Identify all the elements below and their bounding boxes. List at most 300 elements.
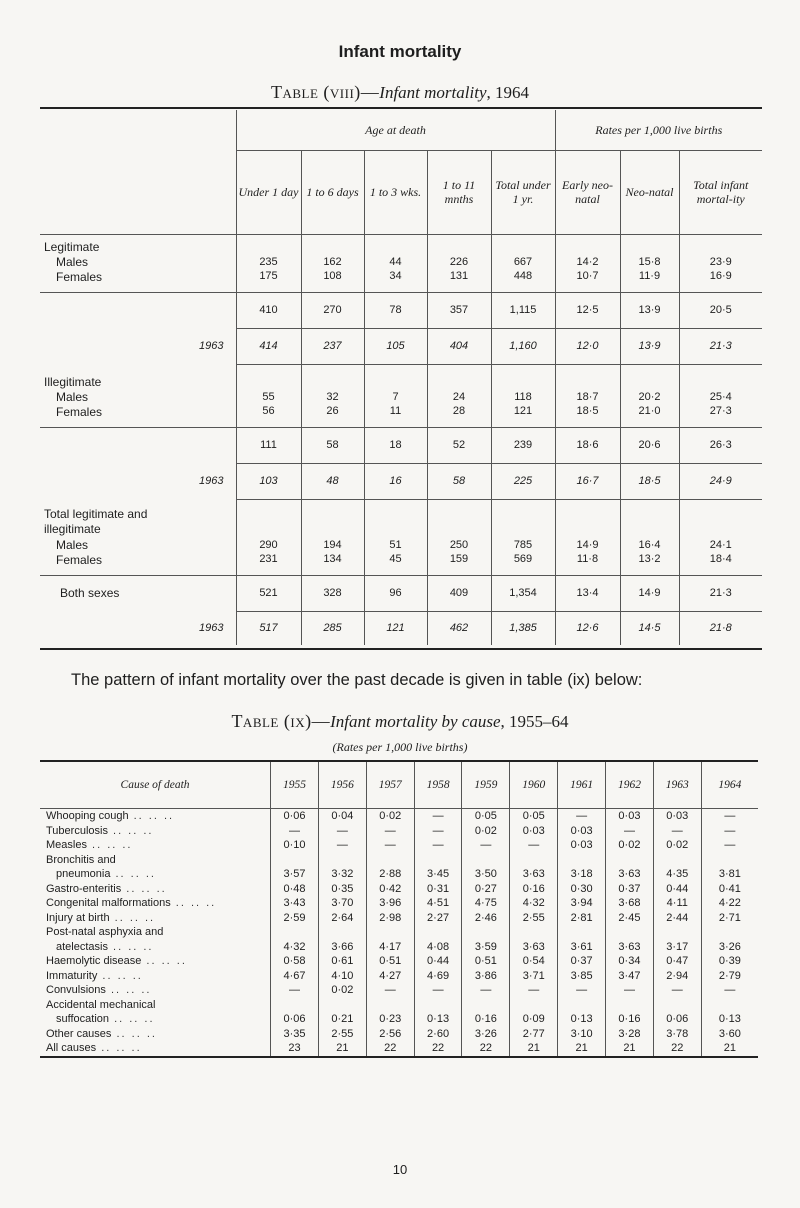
cell: 0·02	[318, 983, 366, 998]
table-row	[40, 405, 762, 427]
cell: 21	[606, 1041, 654, 1057]
cell: 0·04	[318, 809, 366, 824]
cell	[558, 925, 606, 940]
col-year: 1963	[653, 761, 701, 809]
cell: 0·42	[366, 882, 414, 897]
leader-dots: .. .. ..	[109, 911, 156, 924]
cell: 27·3	[679, 405, 762, 427]
cause-label	[40, 1012, 271, 1027]
cell: 3·68	[606, 896, 654, 911]
cell: 0·21	[318, 1012, 366, 1027]
cell: 0·54	[510, 954, 558, 969]
cell: 22	[366, 1041, 414, 1057]
table-row-total	[40, 427, 762, 463]
table-row	[40, 853, 758, 868]
cell: 23·9	[679, 254, 762, 270]
cell: 1,385	[491, 611, 555, 645]
cell: —	[414, 824, 462, 839]
leader-dots: .. .. ..	[121, 882, 167, 895]
cell	[606, 853, 654, 868]
leader-dots: .. .. ..	[107, 824, 154, 837]
cell: 2·71	[701, 911, 758, 926]
cause-label	[40, 838, 271, 853]
cell	[414, 925, 462, 940]
cell: 3·43	[271, 896, 319, 911]
table-row	[40, 983, 758, 998]
cell: 1,354	[491, 575, 555, 611]
cell	[318, 853, 366, 868]
cell	[366, 998, 414, 1013]
cell: 785	[491, 537, 555, 553]
cell: 96	[364, 575, 427, 611]
cell: 14·2	[555, 254, 620, 270]
leader-dots: .. .. ..	[111, 1027, 157, 1040]
cell: 18·7	[555, 389, 620, 405]
cell: 2·79	[701, 969, 758, 984]
table-row	[40, 1012, 758, 1027]
cell: 121	[364, 611, 427, 645]
caption-prefix: Table (viii)—	[270, 82, 380, 102]
cell: 58	[427, 463, 491, 499]
cell: —	[366, 824, 414, 839]
cell: 21·3	[679, 328, 762, 364]
cause-text: All causes	[46, 1042, 97, 1055]
cell	[414, 998, 462, 1013]
section-illegitimate: Illegitimate	[44, 375, 102, 389]
cell: 231	[236, 553, 301, 575]
cell: 48	[301, 463, 364, 499]
cell: 118	[491, 389, 555, 405]
cell: 239	[491, 427, 555, 463]
cell: 0·13	[701, 1012, 758, 1027]
col-year: 1958	[414, 761, 462, 809]
cell	[366, 925, 414, 940]
table-viii-caption	[0, 82, 800, 103]
cell: —	[653, 824, 701, 839]
cell: 175	[236, 270, 301, 292]
leader-dots: .. .. ..	[105, 984, 152, 997]
cell: 0·06	[653, 1012, 701, 1027]
col-year: 1961	[558, 761, 606, 809]
leader-dots: .. .. ..	[170, 897, 217, 910]
cell: 667	[491, 254, 555, 270]
col-1-to-3-wks: 1 to 3 wks.	[364, 150, 427, 234]
infant-mortality-table	[40, 110, 762, 645]
page-title: Infant mortality	[338, 42, 462, 61]
table-row	[40, 809, 758, 824]
caption-prefix: Table (ix)—	[231, 711, 331, 731]
col-year: 1955	[271, 761, 319, 809]
col-total-infant-mortality: Total infant mortal-ity	[679, 150, 762, 234]
cell: 0·05	[462, 809, 510, 824]
cell	[271, 853, 319, 868]
cell: 7	[364, 389, 427, 405]
cell: 0·02	[462, 824, 510, 839]
cell: —	[414, 809, 462, 824]
table-row	[40, 270, 762, 292]
cell: 0·09	[510, 1012, 558, 1027]
cell: 237	[301, 328, 364, 364]
cause-text: Congenital malformations	[46, 897, 171, 910]
cause-label	[40, 983, 271, 998]
cell	[510, 998, 558, 1013]
cell: 0·27	[462, 882, 510, 897]
cell: 12·0	[555, 328, 620, 364]
cell	[558, 998, 606, 1013]
cell: 0·02	[366, 809, 414, 824]
cell: 24·9	[679, 463, 762, 499]
cause-label	[40, 998, 271, 1013]
cell: 0·51	[462, 954, 510, 969]
cell: 3·45	[414, 867, 462, 882]
cell	[271, 998, 319, 1013]
page-number: 10	[392, 1162, 408, 1177]
cause-text: Whooping cough	[46, 810, 129, 823]
cause-text-continued: atelectasis	[56, 940, 108, 953]
cell: 20·5	[679, 292, 762, 328]
cell: 0·03	[606, 809, 654, 824]
cell: —	[510, 838, 558, 853]
cell: 2·46	[462, 911, 510, 926]
table-row-total	[40, 292, 762, 328]
cell	[271, 925, 319, 940]
col-year: 1956	[318, 761, 366, 809]
cause-label	[40, 925, 271, 940]
section-heading-row	[40, 499, 762, 537]
table-row	[40, 882, 758, 897]
cause-text: Haemolytic disease	[46, 955, 142, 968]
cause-label	[40, 867, 271, 882]
cell: 2·55	[318, 1027, 366, 1042]
cell: 3·63	[510, 867, 558, 882]
cell: 21	[510, 1041, 558, 1057]
table-row	[40, 940, 758, 955]
cause-text: Accidental mechanical	[46, 998, 156, 1011]
cell: 108	[301, 270, 364, 292]
cell: 0·48	[271, 882, 319, 897]
cell: 2·27	[414, 911, 462, 926]
cell: 26	[301, 405, 364, 427]
cell: 0·16	[462, 1012, 510, 1027]
cause-label	[40, 809, 271, 824]
cell	[701, 853, 758, 868]
col-year: 1959	[462, 761, 510, 809]
cell: 78	[364, 292, 427, 328]
cell: 3·86	[462, 969, 510, 984]
cell: 3·18	[558, 867, 606, 882]
cell: 11·8	[555, 553, 620, 575]
cell: 3·63	[606, 940, 654, 955]
cell: 404	[427, 328, 491, 364]
cell: 131	[427, 270, 491, 292]
table-row-previous-year	[40, 611, 762, 645]
cell: —	[366, 838, 414, 853]
cell: 2·98	[366, 911, 414, 926]
cell: 0·06	[271, 809, 319, 824]
cell: 462	[427, 611, 491, 645]
cause-label	[40, 940, 271, 955]
cell	[701, 925, 758, 940]
table-row	[40, 867, 758, 882]
cell: 3·61	[558, 940, 606, 955]
cell: —	[510, 983, 558, 998]
cell: 56	[236, 405, 301, 427]
cell: 2·44	[653, 911, 701, 926]
cell: 0·06	[271, 1012, 319, 1027]
col-early-neonatal: Early neo-natal	[555, 150, 620, 234]
cell: 0·41	[701, 882, 758, 897]
cause-text-continued: suffocation	[56, 1013, 110, 1026]
cell: 21·3	[679, 575, 762, 611]
cell: 3·81	[701, 867, 758, 882]
cell: 16·9	[679, 270, 762, 292]
cell: 16·4	[620, 537, 679, 553]
cell: 569	[491, 553, 555, 575]
cell: 12·6	[555, 611, 620, 645]
cell: 4·69	[414, 969, 462, 984]
cell: 16·7	[555, 463, 620, 499]
cell: 18·5	[620, 463, 679, 499]
cell: —	[606, 824, 654, 839]
cell: —	[318, 838, 366, 853]
col-year: 1964	[701, 761, 758, 809]
leader-dots: .. .. ..	[97, 969, 143, 982]
cell: 0·03	[558, 824, 606, 839]
cell: 14·9	[555, 537, 620, 553]
cell: 25·4	[679, 389, 762, 405]
row-label: Females	[56, 405, 103, 419]
cell: 409	[427, 575, 491, 611]
cell	[653, 853, 701, 868]
cell: 21	[701, 1041, 758, 1057]
cell: 14·9	[620, 575, 679, 611]
cell: 0·30	[558, 882, 606, 897]
cell: —	[271, 983, 319, 998]
cause-text-continued: pneumonia	[56, 868, 111, 881]
cell: —	[701, 809, 758, 824]
cell: 3·57	[271, 867, 319, 882]
previous-year-label: 1963	[199, 475, 224, 487]
cell: 3·10	[558, 1027, 606, 1042]
cause-label	[40, 896, 271, 911]
cell: 103	[236, 463, 301, 499]
cell: 0·51	[366, 954, 414, 969]
cell: 4·32	[271, 940, 319, 955]
col-1-to-11-mnths: 1 to 11 mnths	[427, 150, 491, 234]
section-heading-row	[40, 364, 762, 389]
cell: 0·13	[558, 1012, 606, 1027]
cell: 0·37	[606, 882, 654, 897]
cell: 4·17	[366, 940, 414, 955]
cell	[318, 925, 366, 940]
cell: 24·1	[679, 537, 762, 553]
rates-header: Rates per 1,000 live births	[555, 110, 762, 150]
cell: 3·70	[318, 896, 366, 911]
cell: 0·31	[414, 882, 462, 897]
cell: 18	[364, 427, 427, 463]
cell: —	[701, 838, 758, 853]
cause-label	[40, 954, 271, 969]
cell: 10·7	[555, 270, 620, 292]
cell	[606, 925, 654, 940]
cell: 4·51	[414, 896, 462, 911]
leader-dots: .. .. ..	[110, 868, 156, 881]
cell: 3·26	[701, 940, 758, 955]
section-legitimate: Legitimate	[44, 240, 100, 254]
cell: 0·03	[558, 838, 606, 853]
cell: 55	[236, 389, 301, 405]
cell: 0·39	[701, 954, 758, 969]
table-top-rule	[40, 107, 762, 109]
cell: —	[653, 983, 701, 998]
table-row	[40, 838, 758, 853]
cell: —	[271, 824, 319, 839]
cell: —	[414, 983, 462, 998]
leader-dots: .. .. ..	[107, 940, 154, 953]
cell: 0·16	[606, 1012, 654, 1027]
cell: 2·94	[653, 969, 701, 984]
previous-year-label: 1963	[199, 622, 224, 634]
cell: 3·63	[510, 940, 558, 955]
cell: 24	[427, 389, 491, 405]
cell: 14·5	[620, 611, 679, 645]
col-year: 1957	[366, 761, 414, 809]
section-total-legitimate-illegitimate: Total legitimate and illegitimate	[44, 507, 148, 536]
cause-text: Tuberculosis	[46, 824, 108, 837]
cell	[462, 925, 510, 940]
cell: 0·44	[653, 882, 701, 897]
cell: 121	[491, 405, 555, 427]
cell: 0·47	[653, 954, 701, 969]
cell: 0·13	[414, 1012, 462, 1027]
cell: 3·96	[366, 896, 414, 911]
row-label: Males	[56, 390, 89, 404]
cell: 357	[427, 292, 491, 328]
cell: 58	[301, 427, 364, 463]
cell: —	[414, 838, 462, 853]
cell: 3·26	[462, 1027, 510, 1042]
cell: 2·64	[318, 911, 366, 926]
cell: 4·08	[414, 940, 462, 955]
cell: 2·56	[366, 1027, 414, 1042]
cell: 32	[301, 389, 364, 405]
cell: 3·59	[462, 940, 510, 955]
cell: 45	[364, 553, 427, 575]
cell: 4·10	[318, 969, 366, 984]
cell: 0·44	[414, 954, 462, 969]
cell: 0·10	[271, 838, 319, 853]
cell: 285	[301, 611, 364, 645]
cell: 18·6	[555, 427, 620, 463]
cell: 12·5	[555, 292, 620, 328]
cause-label	[40, 853, 271, 868]
cell: 16	[364, 463, 427, 499]
cell: 2·55	[510, 911, 558, 926]
cause-text: Immaturity	[46, 969, 98, 982]
cell: —	[366, 983, 414, 998]
table-ix-caption	[0, 711, 800, 732]
table-row	[40, 824, 758, 839]
table-bottom-rule	[40, 648, 762, 650]
cell: 1,115	[491, 292, 555, 328]
cell: 3·66	[318, 940, 366, 955]
caption-years: , 1955–64	[500, 712, 569, 731]
cell: —	[701, 824, 758, 839]
cause-label	[40, 911, 271, 926]
cell: 52	[427, 427, 491, 463]
cell: 22	[414, 1041, 462, 1057]
cell	[653, 998, 701, 1013]
row-label: Females	[56, 553, 103, 567]
cell	[701, 998, 758, 1013]
cell	[558, 853, 606, 868]
cell: 517	[236, 611, 301, 645]
cell	[414, 853, 462, 868]
cell: 4·35	[653, 867, 701, 882]
cell: 2·45	[606, 911, 654, 926]
col-year: 1960	[510, 761, 558, 809]
cell: 3·78	[653, 1027, 701, 1042]
cell: 18·4	[679, 553, 762, 575]
cell: 18·5	[555, 405, 620, 427]
cell: 15·8	[620, 254, 679, 270]
cell: 0·05	[510, 809, 558, 824]
cell: 414	[236, 328, 301, 364]
cell: 3·94	[558, 896, 606, 911]
cell: 3·85	[558, 969, 606, 984]
table-row	[40, 254, 762, 270]
cause-label	[40, 1027, 271, 1042]
cell: 21	[318, 1041, 366, 1057]
col-cause-of-death: Cause of death	[40, 761, 271, 809]
cell: 4·67	[271, 969, 319, 984]
age-at-death-header: Age at death	[236, 110, 555, 150]
cell: 23	[271, 1041, 319, 1057]
table-row	[40, 1041, 758, 1057]
cell: 4·27	[366, 969, 414, 984]
cell: 0·58	[271, 954, 319, 969]
row-label: Males	[56, 255, 89, 269]
cell	[366, 853, 414, 868]
cell: 11·9	[620, 270, 679, 292]
caption-title: Infant mortality by cause	[330, 712, 501, 731]
table-row	[40, 998, 758, 1013]
cell: 2·60	[414, 1027, 462, 1042]
cause-label	[40, 969, 271, 984]
table-row	[40, 553, 762, 575]
cell: 20·6	[620, 427, 679, 463]
cell: 3·47	[606, 969, 654, 984]
cell: 3·32	[318, 867, 366, 882]
section-heading-row	[40, 234, 762, 254]
cell	[318, 998, 366, 1013]
leader-dots: .. .. ..	[128, 810, 175, 823]
cell: 159	[427, 553, 491, 575]
cell: 521	[236, 575, 301, 611]
cause-text: Post-natal asphyxia and	[46, 926, 164, 939]
col-1-to-6-days: 1 to 6 days	[301, 150, 364, 234]
cause-text: Injury at birth	[46, 911, 110, 924]
leader-dots: .. .. ..	[109, 1013, 155, 1026]
cell	[653, 925, 701, 940]
cell: 226	[427, 254, 491, 270]
cell: 3·71	[510, 969, 558, 984]
cause-text: Measles	[46, 839, 87, 852]
cell: 105	[364, 328, 427, 364]
cell: —	[462, 838, 510, 853]
cell: 410	[236, 292, 301, 328]
row-label: Males	[56, 538, 89, 552]
